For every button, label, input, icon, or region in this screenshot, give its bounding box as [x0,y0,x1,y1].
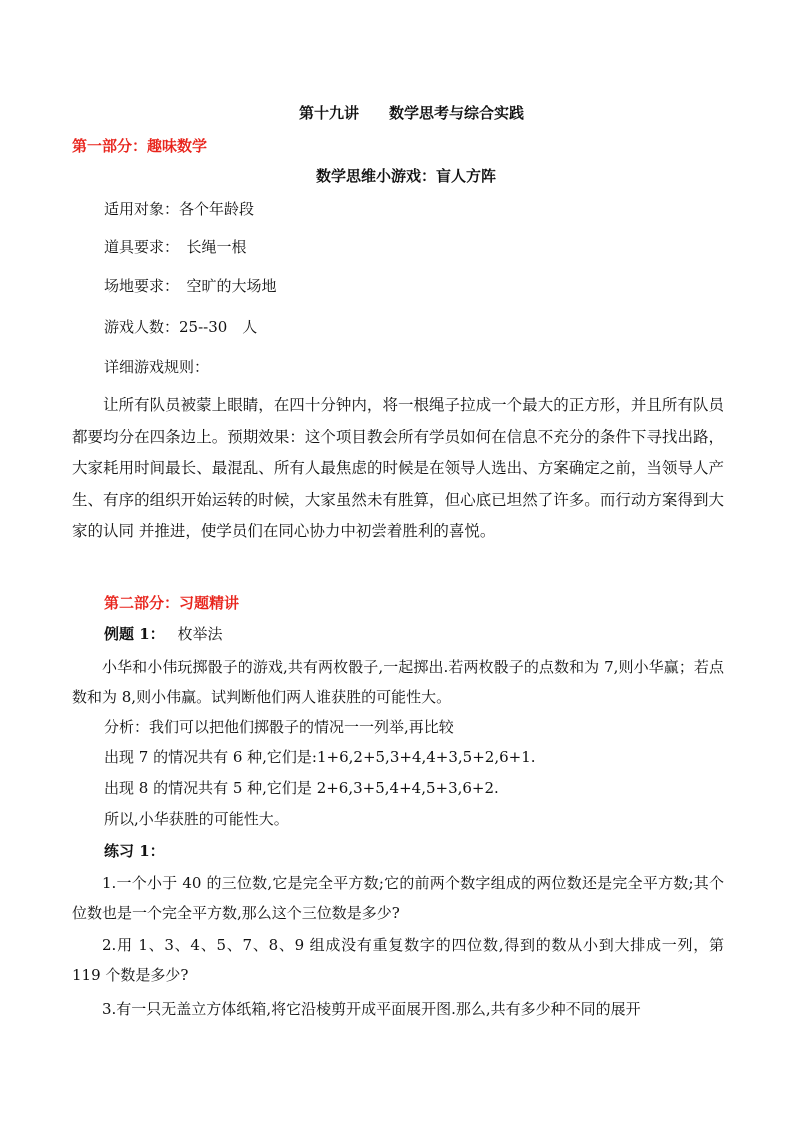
example-header [104,623,222,644]
game-title: 数学思维小游戏：盲人方阵 [316,167,497,185]
part2-heading: 第二部分：习题精讲 [104,594,240,612]
field-player-count: 游戏人数：25--30 人 [104,318,258,336]
example-method: 枚举法 [177,625,223,643]
analysis-line: 所以,小华获胜的可能性大。 [104,810,289,828]
example-problem: 小华和小伟玩掷骰子的游戏,共有两枚骰子,一起掷出.若两枚骰子的点数和为 7,则小华赢；若点数和为 8,则小伟赢。试判断他们两人谁获胜的可能性大。 [72,658,724,706]
field-target-audience: 适用对象：各个年龄段 [104,200,255,218]
lecture-title: 第十九讲 数学思考与综合实践 [299,104,525,122]
example-label: 例题 1： [104,625,165,643]
practice-item: 3.有一只无盖立方体纸箱,将它沿棱剪开成平面展开图.那么,共有多少种不同的展开 [102,1000,641,1018]
analysis-line: 出现 7 的情况共有 6 种,它们是:1+6,2+5,3+4,4+3,5+2,6+1. [104,748,536,766]
practice-item: 2.用 1、3、4、5、7、8、9 组成没有重复数字的四位数,得到的数从小到大排成一列，第 119 个数是多少? [72,936,724,984]
rules-label: 详细游戏规则： [104,358,210,376]
game-rules-paragraph: 让所有队员被蒙上眼睛，在四十分钟内，将一根绳子拉成一个最大的正方形，并且所有队员都要均分在四条边上。预期效果：这个项目教会所有学员如何在信息不充分的条件下寻找出路，大家耗用时间最长、最混乱、所有人最焦虑的时候是在领导人选出、方案确定之前，当领导人产生、有序的组织开始运转的时候，大家虽然未有胜算，但心底已坦然了许多。而行动方案得到大家的认同 并推进，使学员们在同心协力中初尝着胜利的喜悦。 [72,396,724,540]
analysis-line: 分析：我们可以把他们掷骰子的情况一一列举,再比较 [104,718,454,736]
part1-heading: 第一部分：趣味数学 [72,137,208,155]
practice-item: 1.一个小于 40 的三位数,它是完全平方数;它的前两个数字组成的两位数还是完全平方数;其个位数也是一个完全平方数,那么这个三位数是多少? [72,874,724,922]
analysis-line: 出现 8 的情况共有 5 种,它们是 2+6,3+5,4+4,5+3,6+2. [104,779,499,797]
field-venue: 场地要求： 空旷的大场地 [104,277,277,295]
practice-label: 练习 1： [104,842,165,860]
field-props: 道具要求： 长绳一根 [104,238,247,256]
